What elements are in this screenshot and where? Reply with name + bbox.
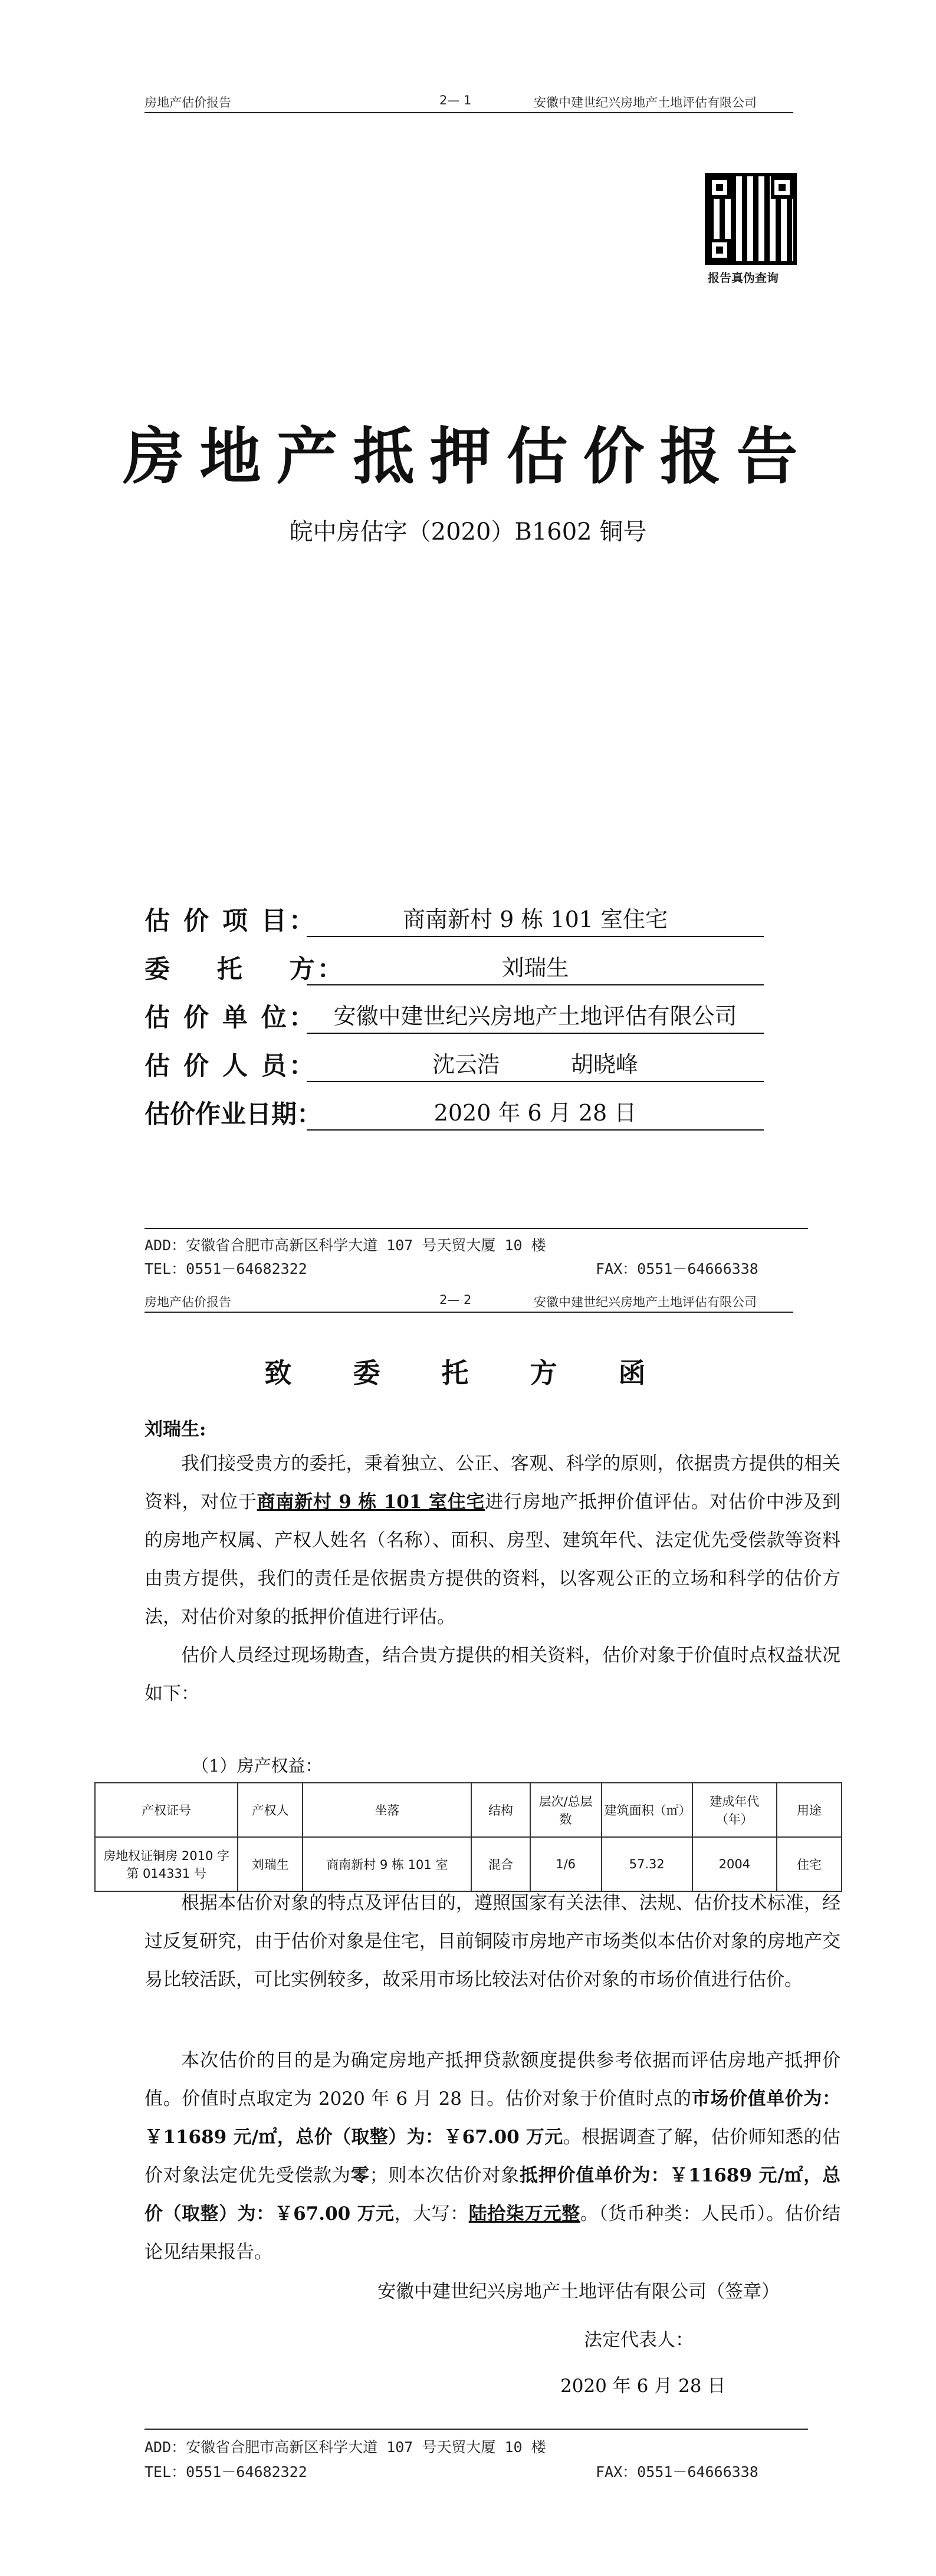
info-label-client: 委 托 方：	[144, 955, 345, 984]
table-header-cell: 层次/总层数	[530, 1783, 602, 1837]
table-header-cell: 产权证号	[95, 1783, 238, 1837]
page2-header-company: 安徽中建世纪兴房地产土地评估有限公司	[534, 1295, 757, 1309]
report-title: 房地产抵押估价报告	[123, 420, 813, 492]
letter-title: 致 委 托 方 函	[264, 1357, 672, 1389]
info-value-appraisers: 沈云浩 胡晓峰	[307, 1046, 764, 1082]
page1-footer-fax: FAX：0551－64666338	[596, 1260, 758, 1277]
doc-number: 皖中房估字（2020）B1602 铜号	[289, 518, 647, 546]
info-label-firm: 估 价 单 位：	[144, 1003, 317, 1033]
table-header-row	[95, 1783, 842, 1837]
qr-caption: 报告真伪查询	[708, 271, 779, 285]
page2-header-rule	[144, 1312, 793, 1313]
table-cell: 2004	[692, 1837, 777, 1891]
paragraph-intro: 我们接受贵方的委托，秉着独立、公正、客观、科学的原则，依据贵方提供的相关资料，对位于商南新村 9 栋 101 室住宅进行房地产抵押价值评估。对估价中涉及到的房地产权属、产权人姓名（名称）、面积、房型、建筑年代、法定优先受偿款等资料由贵方提供，我们的责任是依据贵方提供的资料，以客观公正的立场和科学的估价方法，对估价对象的抵押价值进行评估。 估价人员经过现场勘查，结合贵方提供的相关资料，估价对象于价值时点权益状况如下：	[144, 1453, 841, 1704]
table-header-cell: 用途	[777, 1783, 842, 1837]
qr-code-icon[interactable]	[705, 173, 797, 265]
page1-header-company: 安徽中建世纪兴房地产土地评估有限公司	[534, 96, 757, 110]
info-value-project: 商南新村 9 栋 101 室住宅	[307, 901, 764, 937]
table-cell: 刘瑞生	[238, 1837, 303, 1891]
salutation: 刘瑞生:	[144, 1419, 206, 1440]
table-header-cell: 坐落	[303, 1783, 471, 1837]
info-label-date: 估价作业日期：	[144, 1100, 322, 1129]
paragraph-conclusion: 本次估价的目的是为确定房地产抵押贷款额度提供参考依据而评估房地产抵押价值。价值时点取定为 2020 年 6 月 28 日。估价对象于价值时点的市场价值单价为：￥11689 元/㎡，总价（取整）为：￥67.00 万元。根据调查了解，估价师知悉的估价对象法定优先受偿款为零；则本次估价对象抵押价值单价为：￥11689 元/㎡，总价（取整）为：￥67.00 万元，大写：陆拾柒万元整。（货币种类：人民币）。估价结论见结果报告。	[144, 2050, 841, 2263]
info-value-client: 刘瑞生	[307, 949, 764, 985]
info-value-date: 2020 年 6 月 28 日	[307, 1095, 764, 1131]
page1-footer-address: ADD：安徽省合肥市高新区科学大道 107 号天贸大厦 10 楼	[144, 1237, 546, 1254]
page2-footer-rule	[144, 2429, 808, 2430]
table-row	[95, 1837, 842, 1891]
table-header-cell: 建筑面积（㎡）	[602, 1783, 692, 1837]
page1-header-page: 2— 1	[439, 93, 472, 107]
table-cell: 57.32	[602, 1837, 692, 1891]
table-header-cell: 结构	[471, 1783, 530, 1837]
rights-caption: （1）房产权益：	[192, 1756, 323, 1776]
table-cell: 混合	[471, 1837, 530, 1891]
page1-header-left: 房地产估价报告	[144, 96, 231, 110]
info-label-project: 估 价 项 目：	[144, 906, 317, 936]
page1-footer-tel: TEL：0551－64682322	[144, 1260, 307, 1277]
info-label-appraisers: 估 价 人 员：	[144, 1052, 317, 1081]
page2-header-left: 房地产估价报告	[144, 1295, 231, 1309]
info-value-firm: 安徽中建世纪兴房地产土地评估有限公司	[307, 998, 764, 1034]
table-cell: 商南新村 9 栋 101 室	[303, 1837, 471, 1891]
page1-footer-rule	[144, 1228, 808, 1229]
page2-footer-tel: TEL：0551－64682322	[144, 2463, 307, 2480]
table-cell: 1/6	[530, 1837, 602, 1891]
property-rights-table	[94, 1782, 842, 1892]
table-cell: 房地权证铜房 2010 字第 014331 号	[95, 1837, 238, 1891]
paragraph-method: 根据本估价对象的特点及评估目的，遵照国家有关法律、法规、估价技术标准，经过反复研究，由于估价对象是住宅，目前铜陵市房地产市场类似本估价对象的房地产交易比较活跃，可比实例较多，故采用市场比较法对估价对象的市场价值进行估价。	[144, 1892, 840, 1990]
table-header-cell: 建成年代（年）	[692, 1783, 777, 1837]
signature-representative: 法定代表人：	[584, 2329, 694, 2351]
signature-company: 安徽中建世纪兴房地产土地评估有限公司（签章）	[377, 2281, 780, 2302]
signature-date: 2020 年 6 月 28 日	[560, 2375, 726, 2397]
table-cell: 住宅	[777, 1837, 842, 1891]
page1-header-rule	[144, 112, 793, 113]
page2-footer-fax: FAX：0551－64666338	[596, 2463, 758, 2480]
page2-footer-address: ADD：安徽省合肥市高新区科学大道 107 号天贸大厦 10 楼	[144, 2439, 546, 2456]
table-header-cell: 产权人	[238, 1783, 303, 1837]
page2-header-page: 2— 2	[439, 1293, 472, 1307]
